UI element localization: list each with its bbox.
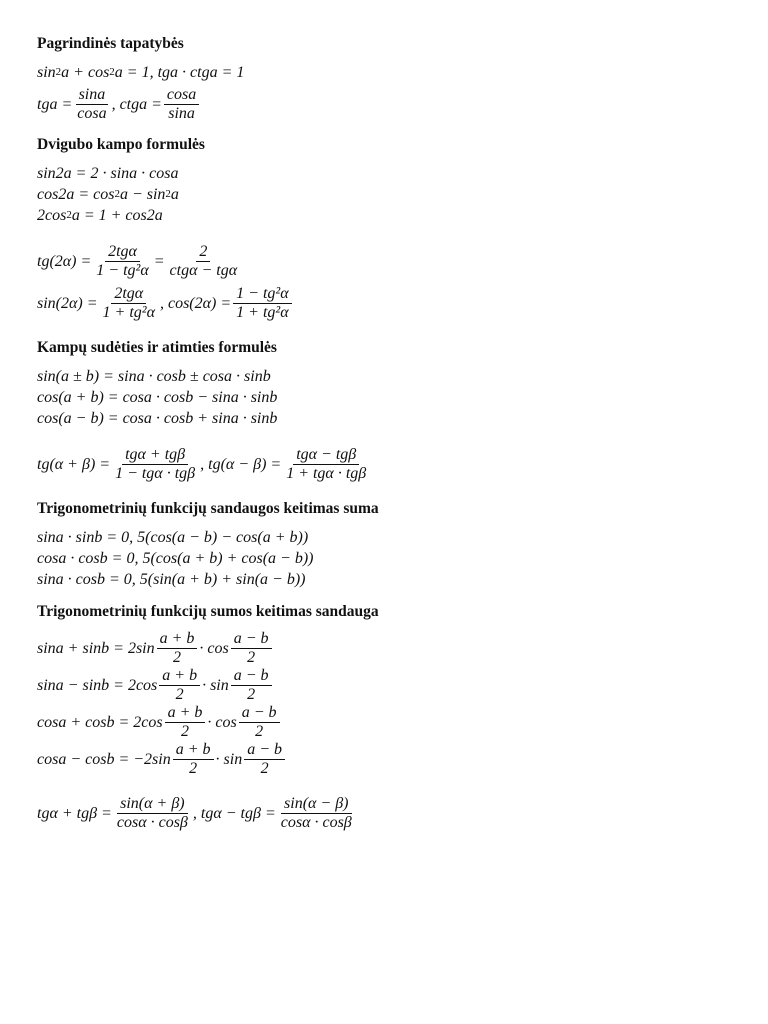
fraction: [159, 667, 200, 704]
fraction: [278, 795, 355, 832]
formula-text: · cos: [207, 714, 237, 731]
fraction-numerator: a + b: [165, 704, 206, 723]
fraction-numerator: 2tgα: [111, 285, 146, 304]
fraction-numerator: tgα − tgβ: [293, 446, 359, 465]
formula-text: 2cos: [37, 207, 67, 224]
fraction: [239, 704, 280, 741]
formula-text: , tgα − tgβ =: [192, 804, 276, 822]
formula-text: tgα + tgβ =: [37, 804, 112, 822]
formula-text: , ctga =: [111, 95, 162, 113]
formula-text: =: [153, 252, 165, 270]
formula-line: [37, 527, 737, 548]
section-heading: Trigonometrinių funkcijų sandaugos keitimas suma: [37, 500, 379, 517]
formula-sheet: [37, 28, 737, 834]
formula-line: 2cos $^2$ a = 1 + cos2a: [37, 207, 163, 224]
fraction-denominator: 2: [255, 723, 264, 740]
fraction: [167, 243, 241, 280]
section-sum-to-product: [37, 602, 737, 834]
formula-text: a − sin: [119, 186, 166, 203]
formula-text: · sin: [215, 751, 243, 768]
formula-text: · sin: [202, 677, 229, 694]
fraction: [233, 285, 291, 322]
formula-line: [37, 569, 737, 590]
fraction-denominator: 2: [173, 649, 181, 666]
formula-list: [37, 163, 737, 324]
formula-list: [37, 366, 737, 485]
fraction-numerator: a − b: [231, 667, 272, 686]
fraction-numerator: 2tgα: [105, 243, 140, 262]
fraction-denominator: 2: [260, 760, 269, 777]
fraction-numerator: sin(α − β): [281, 795, 352, 814]
formula-text: a = 1, tga · ctga = 1: [114, 64, 245, 81]
formula-line: [37, 387, 737, 408]
fraction: [165, 704, 206, 741]
fraction-numerator: tgα + tgβ: [122, 446, 188, 465]
formula-list: [37, 527, 737, 590]
fraction: [100, 285, 158, 322]
fraction: [157, 630, 198, 667]
fraction: [93, 243, 151, 280]
fraction: [114, 795, 191, 832]
section-sum-difference: [37, 338, 737, 485]
formula-text: cosa · cosb = 0, 5(cos(a + b) + cos(a − b)): [37, 550, 314, 567]
formula-line: [37, 741, 737, 778]
formula-text: sin: [37, 64, 56, 81]
fraction-numerator: a − b: [231, 630, 272, 649]
fraction-denominator: 2: [180, 723, 189, 740]
fraction-denominator: cosα · cosβ: [116, 813, 188, 831]
fraction-numerator: a − b: [244, 741, 285, 760]
formula-line: [37, 366, 737, 387]
formula-text: sina · sinb = 0, 5(cos(a − b) − cos(a + b)): [37, 529, 309, 546]
fraction: [231, 667, 272, 704]
fraction-denominator: 1 − tgα · tgβ: [115, 464, 196, 482]
fraction-denominator: 1 − tg²α: [96, 261, 149, 279]
section-heading: Trigonometrinių funkcijų sumos keitimas sandauga: [37, 603, 379, 620]
formula-list: [37, 630, 737, 834]
fraction-numerator: a + b: [159, 667, 200, 686]
formula-text: cos(a + b) = cosa · cosb − sina · sinb: [37, 389, 278, 406]
fraction-numerator: 1 − tg²α: [233, 285, 291, 304]
fraction: [112, 446, 198, 483]
fraction: [283, 446, 369, 483]
formula-text: cosa − cosb = −2sin: [37, 751, 171, 768]
fraction-denominator: cosα · cosβ: [280, 813, 352, 831]
formula-text: , cos(2α) =: [159, 294, 232, 312]
formula-line: cos2a = cos $^2$ a − sin $^2$ a: [37, 186, 179, 203]
formula-text: a + cos: [61, 64, 110, 81]
fraction: [173, 741, 214, 778]
fraction-numerator: 2: [196, 243, 210, 262]
fraction-denominator: 2: [175, 686, 184, 703]
formula-text: · cos: [199, 640, 229, 657]
formula-line: [37, 163, 737, 184]
formula-text: sina · cosb = 0, 5(sin(a + b) + sin(a − b)): [37, 571, 306, 588]
section-basic-identities: [37, 34, 737, 125]
formula-text: a = 1 + cos2a: [71, 207, 163, 224]
fraction-denominator: sina: [168, 104, 195, 122]
formula-line: [37, 408, 737, 429]
section-heading: Pagrindinės tapatybės: [37, 35, 184, 52]
formula-text: a: [170, 186, 179, 203]
fraction-denominator: 2: [247, 686, 256, 703]
formula-text: cos2a = cos: [37, 186, 115, 203]
formula-line: [37, 630, 737, 667]
section-heading: Dvigubo kampo formulės: [37, 136, 205, 153]
fraction-numerator: cosa: [164, 86, 199, 105]
fraction-denominator: 2: [189, 760, 198, 777]
formula-line: [37, 667, 737, 704]
fraction: [244, 741, 285, 778]
formula-line: [37, 792, 737, 834]
formula-line: [37, 443, 737, 485]
fraction-denominator: ctgα − tgα: [169, 261, 238, 279]
fraction: [74, 86, 109, 123]
formula-line: [37, 704, 737, 741]
fraction-denominator: 1 + tg²α: [102, 303, 155, 321]
fraction: [164, 86, 199, 123]
formula-line: [37, 282, 737, 324]
fraction-denominator: 2: [247, 649, 256, 666]
fraction-denominator: cosa: [77, 104, 107, 122]
formula-text: tga =: [37, 95, 73, 113]
formula-text: sin(a ± b) = sina · cosb ± cosa · sinb: [37, 368, 271, 385]
section-product-to-sum: [37, 499, 737, 590]
formula-text: , tg(α − β) =: [200, 455, 282, 473]
formula-list: [37, 62, 737, 125]
formula-line: [37, 548, 737, 569]
fraction: [231, 630, 272, 667]
fraction-numerator: sina: [76, 86, 109, 105]
section-heading: Kampų sudėties ir atimties formulės: [37, 339, 277, 356]
formula-line: sin $^2$ a + cos $^2$ a = 1, tga · ctga = 1: [37, 64, 245, 81]
formula-line: [37, 83, 737, 125]
formula-text: sin(2α) =: [37, 294, 98, 312]
fraction-numerator: a − b: [239, 704, 280, 723]
fraction-denominator: 1 + tg²α: [236, 303, 289, 321]
fraction-numerator: a + b: [157, 630, 198, 649]
section-double-angle: [37, 135, 737, 324]
formula-line: [37, 240, 737, 282]
formula-text: cosa + cosb = 2cos: [37, 714, 163, 731]
formula-text: sina + sinb = 2sin: [37, 640, 155, 657]
formula-text: sina − sinb = 2cos: [37, 677, 158, 694]
formula-text: cos(a − b) = cosa · cosb + sina · sinb: [37, 410, 278, 427]
formula-text: tg(2α) =: [37, 252, 92, 270]
formula-text: tg(α + β) =: [37, 455, 111, 473]
fraction-numerator: a + b: [173, 741, 214, 760]
fraction-numerator: sin(α + β): [117, 795, 188, 814]
fraction-denominator: 1 + tgα · tgβ: [286, 464, 367, 482]
formula-text: sin2a = 2 · sina · cosa: [37, 165, 179, 182]
